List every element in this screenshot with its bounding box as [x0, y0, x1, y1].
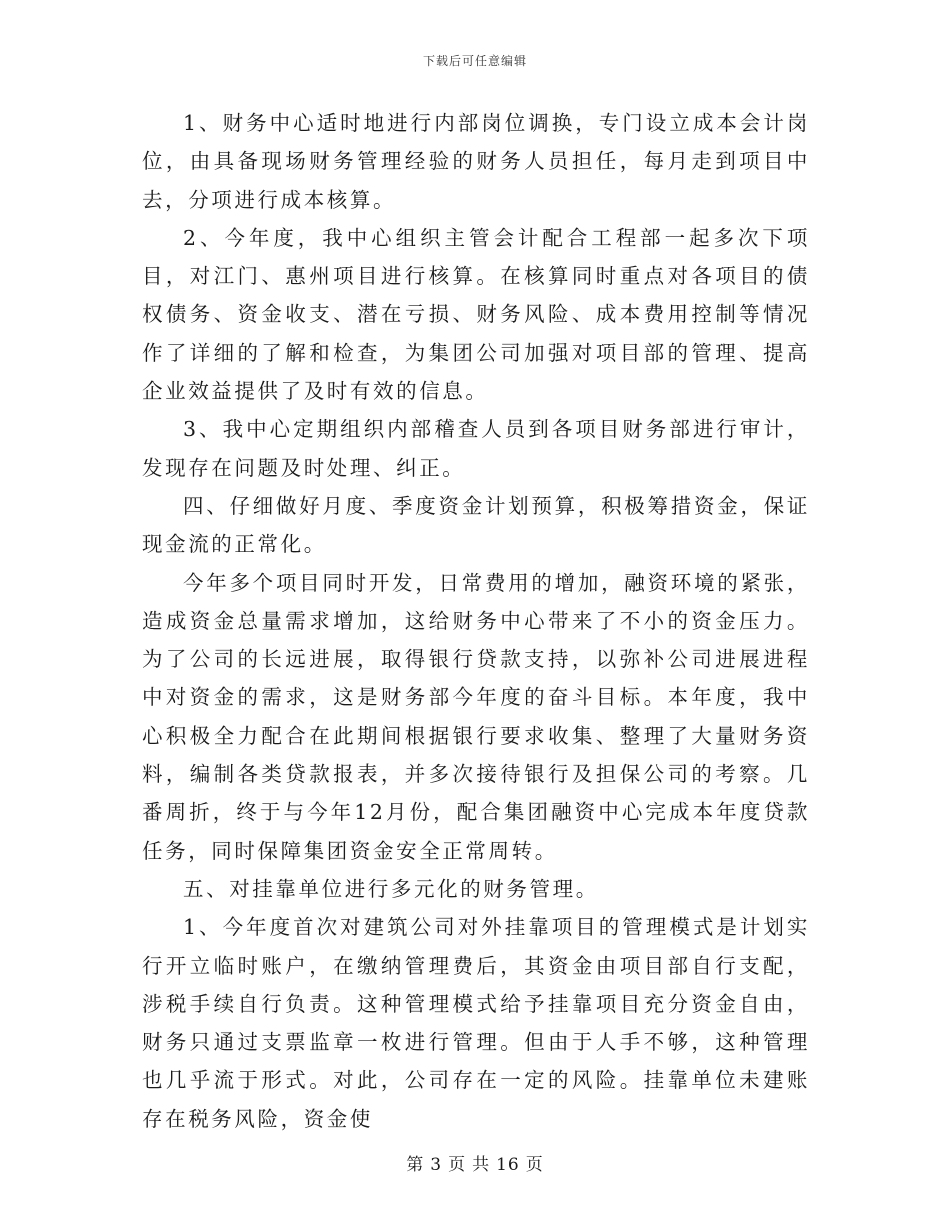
footer-suffix: 页	[525, 1155, 544, 1175]
page-footer	[0, 1150, 950, 1175]
section-heading-5: 五、对挂靠单位进行多元化的财务管理。	[183, 876, 599, 901]
footer-total-pages: 16	[496, 1155, 520, 1175]
paragraph-3: 3、我中心定期组织内部稽查人员到各项目财务部进行审计，发现存在问题及时处理、纠正。	[142, 417, 810, 480]
document-body	[142, 104, 810, 1138]
footer-current-page: 3	[430, 1155, 443, 1175]
footer-prefix: 第	[406, 1155, 425, 1175]
footer-page-word: 页	[448, 1155, 467, 1175]
paragraph-5: 今年多个项目同时开发，日常费用的增加，融资环境的紧张，造成资金总量需求增加，这给财务中心带来了不小的资金压力。为了公司的长远进展，取得银行贷款支持，以弥补公司进展进程中对资金的需求，这是财务部今年度的奋斗目标。本年度，我中心积极全力配合在此期间根据银行要求收集、整理了大量财务资料，编制各类贷款报表，并多次接待银行及担保公司的考察。几番周折，终于与今年12月份，配合集团融资中心完成本年度贷款任务，同时保障集团资金安全正常周转。	[142, 570, 810, 863]
footer-total-word: 共	[472, 1155, 491, 1175]
section-heading-4: 四、仔细做好月度、季度资金计划预算，积极筹措资金，保证现金流的正常化。	[142, 493, 810, 557]
page-header: 下载后可任意编辑	[422, 54, 527, 68]
paragraph-7: 1、今年度首次对建筑公司对外挂靠项目的管理模式是计划实行开立临时账户，在缴纳管理费后，其资金由项目部自行支配，涉税手续自行负责。这种管理模式给予挂靠项目充分资金自由，财务只通过支票监章一枚进行管理。但由于人手不够，这种管理也几乎流于形式。对此，公司存在一定的风险。挂靠单位未建账存在税务风险，资金使	[142, 915, 810, 1131]
paragraph-1: 1、财务中心适时地进行内部岗位调换，专门设立成本会计岗位，由具备现场财务管理经验的财务人员担任，每月走到项目中去，分项进行成本核算。	[142, 111, 810, 212]
paragraph-2: 2、今年度，我中心组织主管会计配合工程部一起多次下项目，对江门、惠州项目进行核算。在核算同时重点对各项目的债权债务、资金收支、潜在亏损、财务风险、成本费用控制等情况作了详细的了解和检查，为集团公司加强对项目部的管理、提高企业效益提供了及时有效的信息。	[142, 225, 810, 404]
